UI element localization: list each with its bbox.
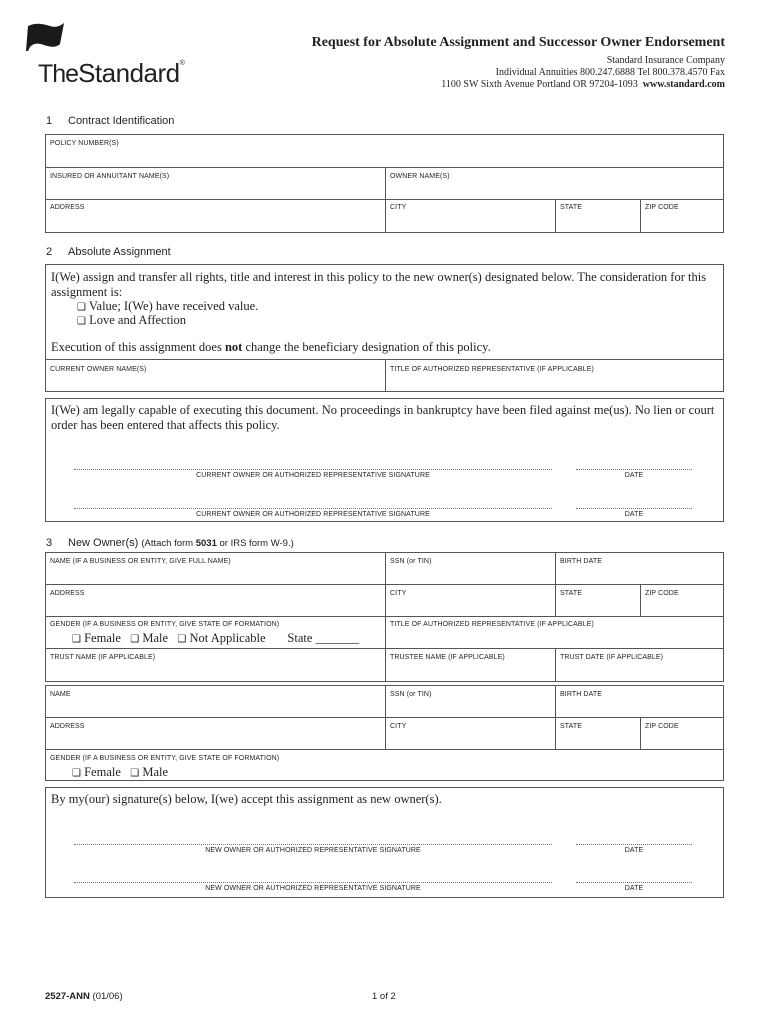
section-2-title: Absolute Assignment	[68, 246, 171, 258]
company-address-line	[441, 79, 725, 90]
new-owner-1-state-field[interactable]: STATE	[560, 590, 583, 597]
new-owner-2-birth-date-field[interactable]: BIRTH DATE	[560, 691, 602, 698]
section-3-title: New Owner(s)	[68, 537, 142, 549]
new-owner-2-ssn-field[interactable]: SSN (or TIN)	[390, 691, 432, 698]
new-owner-2-zip-field[interactable]: ZIP CODE	[645, 723, 679, 730]
new-owner-2-address-field[interactable]: ADDRESS	[50, 723, 85, 730]
current-owner-date-line-2[interactable]	[576, 508, 692, 509]
option-value-label: Value; I(We) have received value.	[88, 299, 259, 313]
new-owner-2-female-checkbox[interactable]: ❑	[72, 768, 81, 779]
current-owner-signature-label-2: CURRENT OWNER OR AUTHORIZED REPRESENTATIVE SIGNATURE	[196, 511, 430, 518]
new-owner-signature-label-2: NEW OWNER OR AUTHORIZED REPRESENTATIVE SIGNATURE	[205, 885, 421, 892]
new-owner-2-state-field[interactable]: STATE	[560, 723, 583, 730]
current-owner-date-label-2: DATE	[624, 511, 644, 518]
page-number: 1 of 2	[372, 991, 396, 1002]
section-3-number: 3	[46, 537, 53, 549]
execution-post: change the beneficiary designation of this policy.	[242, 340, 491, 354]
owner-names-field[interactable]: OWNER NAME(S)	[390, 173, 450, 180]
new-owner-2-gender-label: GENDER (IF A BUSINESS OR ENTITY, GIVE STATE OF FORMATION)	[50, 755, 280, 762]
execution-notice	[51, 340, 491, 355]
policy-number-field[interactable]: POLICY NUMBER(S)	[50, 140, 119, 147]
form-number-code: 2527-ANN	[45, 991, 90, 1002]
new-owner-2-male-label: Male	[142, 765, 169, 779]
new-owner-1-birth-date-field[interactable]: BIRTH DATE	[560, 558, 602, 565]
new-owner-2-city-field[interactable]: CITY	[390, 723, 407, 730]
love-affection-checkbox[interactable]: ❑	[77, 316, 86, 327]
value-checkbox[interactable]: ❑	[77, 302, 86, 313]
section-2-heading	[46, 246, 171, 258]
execution-pre: Execution of this assignment does	[51, 340, 225, 354]
new-owner-2-name-field[interactable]: NAME	[50, 691, 71, 698]
form-number-date: (01/06)	[89, 991, 123, 1002]
section-1-heading	[46, 115, 174, 127]
new-owner-1-male-checkbox[interactable]: ❑	[130, 634, 140, 645]
new-owner-2-female-label: Female	[84, 765, 121, 779]
new-owner-1-not-applicable-checkbox[interactable]: ❑	[177, 634, 187, 645]
new-owner-1-city-field[interactable]: CITY	[390, 590, 407, 597]
capability-text: I(We) am legally capable of executing this document. No proceedings in bankruptcy have been filed against me(us). No lien or court order has been entered that affects this policy.	[51, 403, 715, 432]
section-3-note-pre: (Attach form	[141, 538, 196, 549]
new-owner-signature-line-2[interactable]	[74, 882, 552, 883]
address-field[interactable]: ADDRESS	[50, 204, 85, 211]
new-owner-1-gender-label: GENDER (IF A BUSINESS OR ENTITY, GIVE STATE OF FORMATION)	[50, 621, 280, 628]
new-owner-date-label-2: DATE	[624, 885, 644, 892]
logo-standard: Standard	[78, 58, 180, 88]
new-owner-2-male-option[interactable]	[130, 765, 168, 779]
acceptance-text: By my(our) signature(s) below, I(we) accept this assignment as new owner(s).	[51, 792, 442, 806]
new-owner-1-address-field[interactable]: ADDRESS	[50, 590, 85, 597]
trustee-name-field[interactable]: TRUSTEE NAME (IF APPLICABLE)	[390, 654, 505, 661]
company-address: 1100 SW Sixth Avenue Portland OR 97204-1093	[441, 79, 638, 90]
new-owner-date-label-1: DATE	[624, 847, 644, 854]
new-owner-1-gender-options	[72, 631, 359, 648]
current-owner-date-label-1: DATE	[624, 472, 644, 479]
section-3-note	[141, 538, 293, 549]
new-owner-1-title-authorized-field[interactable]: TITLE OF AUTHORIZED REPRESENTATIVE (IF APPLICABLE)	[390, 621, 594, 628]
new-owner-date-line-2[interactable]	[576, 882, 692, 883]
website-link[interactable]: www.standard.com	[642, 79, 725, 90]
new-owner-1-female-label: Female	[84, 631, 121, 645]
new-owner-1-not-applicable-option[interactable]	[177, 631, 265, 645]
phone-fax: Individual Annuities 800.247.6888 Tel 800.378.4570 Fax	[495, 67, 725, 78]
new-owner-2-female-option[interactable]	[72, 765, 121, 779]
logo	[38, 58, 185, 89]
flag-icon	[26, 20, 66, 52]
new-owner-1-female-checkbox[interactable]: ❑	[72, 634, 81, 645]
city-field[interactable]: CITY	[390, 204, 407, 211]
new-owner-1-ssn-field[interactable]: SSN (or TIN)	[390, 558, 432, 565]
new-owner-signature-line-1[interactable]	[74, 844, 552, 845]
new-owner-1-name-field[interactable]: NAME (IF A BUSINESS OR ENTITY, GIVE FULL NAME)	[50, 558, 231, 565]
new-owner-date-line-1[interactable]	[576, 844, 692, 845]
new-owner-signature-label-1: NEW OWNER OR AUTHORIZED REPRESENTATIVE SIGNATURE	[205, 847, 421, 854]
form-number	[45, 991, 123, 1002]
section-3-note-bold: 5031	[195, 538, 217, 549]
section-2-number: 2	[46, 246, 53, 258]
trust-name-field[interactable]: TRUST NAME (IF APPLICABLE)	[50, 654, 156, 661]
new-owner-2-male-checkbox[interactable]: ❑	[130, 768, 140, 779]
company-name: Standard Insurance Company	[606, 55, 725, 66]
logo-the: The	[38, 60, 79, 88]
current-owner-names-field[interactable]: CURRENT OWNER NAME(S)	[50, 366, 147, 373]
form-title: Request for Absolute Assignment and Successor Owner Endorsement	[311, 35, 725, 50]
section-1-title: Contract Identification	[68, 115, 175, 127]
zip-code-field[interactable]: ZIP CODE	[645, 204, 679, 211]
trust-date-field[interactable]: TRUST DATE (IF APPLICABLE)	[560, 654, 664, 661]
section-3-note-post: or IRS form W-9.)	[216, 538, 294, 549]
option-love-affection[interactable]	[77, 313, 186, 330]
state-field[interactable]: STATE	[560, 204, 583, 211]
assignment-text: I(We) assign and transfer all rights, title and interest in this policy to the new owner(s) designated below. The consideration for this assignment is:	[51, 270, 707, 299]
current-owner-signature-line-1[interactable]	[74, 469, 552, 470]
current-owner-signature-line-2[interactable]	[74, 508, 552, 509]
insured-annuitant-names-field[interactable]: INSURED OR ANNUITANT NAME(S)	[50, 173, 170, 180]
new-owner-1-male-label: Male	[142, 631, 169, 645]
option-love-label: Love and Affection	[89, 313, 187, 327]
current-owner-signature-label-1: CURRENT OWNER OR AUTHORIZED REPRESENTATIVE SIGNATURE	[196, 472, 430, 479]
new-owner-1-female-option[interactable]	[72, 631, 121, 645]
new-owner-1-not-applicable-label: Not Applicable	[189, 631, 266, 645]
logo-registered: ®	[179, 60, 185, 67]
new-owner-2-gender-options	[72, 765, 168, 782]
new-owner-1-zip-field[interactable]: ZIP CODE	[645, 590, 679, 597]
section-1-number: 1	[46, 115, 53, 127]
new-owner-1-state-of-formation[interactable]: State _______	[287, 631, 360, 645]
section-3-heading	[46, 537, 294, 549]
current-owner-date-line-1[interactable]	[576, 469, 692, 470]
title-authorized-rep-field[interactable]: TITLE OF AUTHORIZED REPRESENTATIVE (IF APPLICABLE)	[390, 366, 594, 373]
new-owner-1-male-option[interactable]	[130, 631, 168, 645]
execution-bold: not	[224, 340, 243, 354]
